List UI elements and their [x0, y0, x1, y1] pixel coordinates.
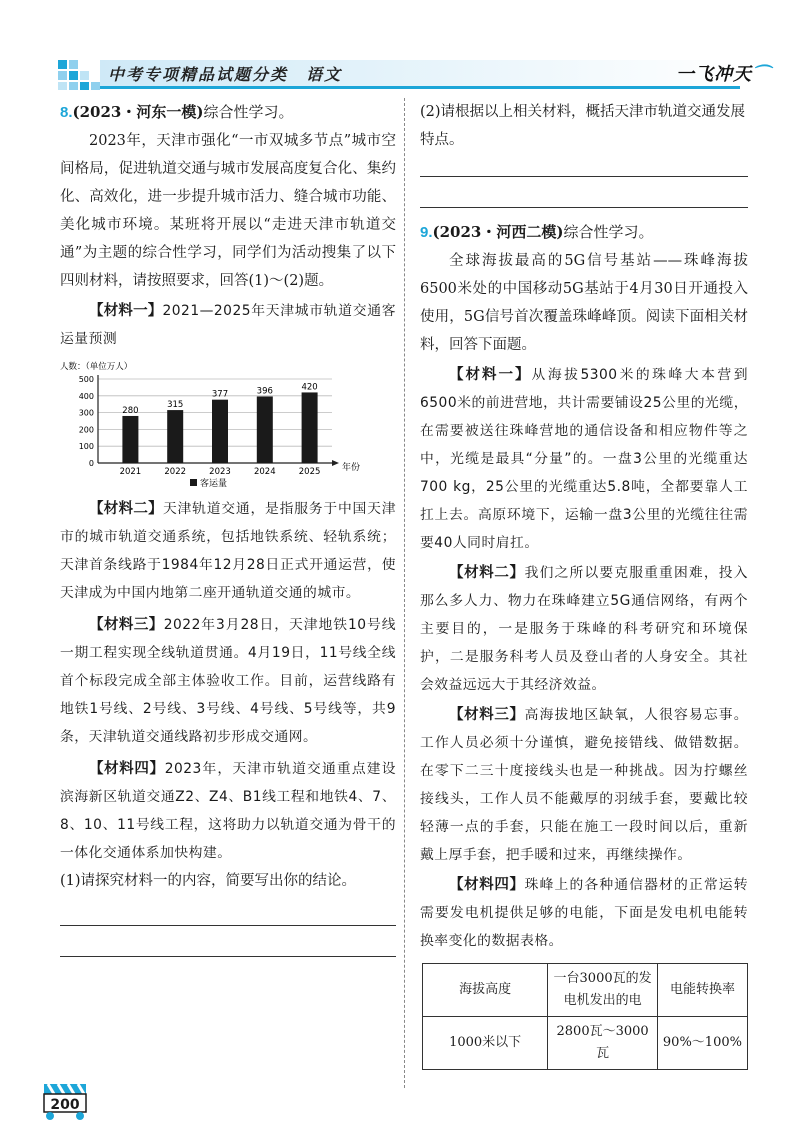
- chart-x-label: 年份: [342, 463, 361, 473]
- generator-efficiency-table: [422, 963, 748, 1070]
- q8-material-2: [60, 495, 396, 607]
- q8-subquestion-2: (2)请根据以上相关材料，概括天津市轨道交通发展特点。: [420, 104, 746, 148]
- q8-type: 综合性学习。: [203, 103, 294, 121]
- chart-y-label: 人数：（单位万人）: [60, 362, 133, 372]
- q8-material-3-tag: 【材料三】: [89, 616, 164, 633]
- q8-intro: 2023年，天津市强化“一市双城多节点”城市空间格局，促进轨道交通与城市发展高度复合化、集约化、高效化，进一步提升城市活力、缝合城市功能、美化城市环境。某班将开展以“走进天津市轨道交通”为主题的综合性学习，同学们为活动搜集了以下四则材料，请按照要求，回答(1)～(2)题。: [60, 133, 396, 289]
- answer-line[interactable]: [420, 154, 748, 177]
- bar: [167, 410, 183, 463]
- table-cell: 1000米以下: [423, 1017, 548, 1070]
- page-header: [0, 0, 800, 92]
- bar-data-label: 377: [211, 389, 229, 400]
- q9-material-4: [420, 871, 748, 955]
- q8-material-2-tag: 【材料二】: [89, 500, 163, 517]
- bar-data-label: 396: [256, 386, 273, 397]
- bar: [257, 396, 273, 463]
- answer-line[interactable]: [420, 177, 748, 208]
- bar: [302, 392, 318, 463]
- q8-number: 8.: [60, 104, 73, 121]
- q9-source: (2023・河西二模): [432, 223, 564, 241]
- x-tick-label: 2023: [209, 467, 231, 477]
- q9-material-4-tag: 【材料四】: [449, 876, 525, 893]
- q8-material-1: [60, 297, 396, 353]
- bar-data-label: 280: [122, 405, 139, 416]
- answer-line[interactable]: [60, 926, 396, 957]
- table-header-cell: 电能转换率: [657, 964, 747, 1017]
- legend-swatch: [190, 479, 197, 486]
- table-header-cell: 一台3000瓦的发电机发出的电: [548, 964, 658, 1017]
- q8-material-2-text: 天津轨道交通，是指服务于中国天津市的城市轨道交通系统，包括地铁系统、轻轨系统；天津首条线路于1984年12月28日正式开通运营，使天津成为中国内地第二座开通轨道交通的城市。: [60, 501, 396, 601]
- header-squares-decoration: [52, 58, 102, 90]
- q8-subquestion-1: (1)请探究材料一的内容，简要写出你的结论。: [60, 873, 357, 889]
- q8-material-1-text: 2021—2025年天津城市轨道交通客运量预测: [60, 303, 396, 347]
- answer-line[interactable]: [60, 895, 396, 926]
- y-tick-label: 300: [78, 408, 94, 418]
- q9-material-1: [420, 361, 748, 557]
- book-subject: 语文: [306, 65, 343, 84]
- q9-material-1-tag: 【材料一】: [449, 366, 532, 383]
- ridership-bar-chart: [60, 359, 396, 489]
- book-title: [108, 62, 342, 85]
- chart-svg: [60, 359, 396, 489]
- q9-material-2: [420, 559, 748, 699]
- q9-material-3-text: 高海拔地区缺氧，人很容易忘事。工作人员必须十分谨慎，避免接错线、做错数据。在零下二三十度接线头也是一种挑战。因为拧螺丝接线头，工作人员不能戴厚的羽绒手套，要戴比较轻薄一点的手套，只能在施工一段时间以后，重新戴上厚手套，把手暖和过来，再继续操作。: [420, 707, 749, 863]
- bar: [122, 416, 138, 463]
- right-column: [420, 98, 748, 1070]
- column-divider: [404, 98, 405, 1088]
- y-tick-label: 200: [78, 425, 94, 435]
- q8-material-3: [60, 611, 396, 751]
- table-header-cell: 海拔高度: [423, 964, 548, 1017]
- bar: [212, 400, 228, 463]
- chart-legend-label: 客运量: [200, 479, 228, 489]
- x-axis-arrow-icon: [332, 460, 339, 466]
- y-tick-label: 500: [78, 375, 94, 384]
- q8-material-4-tag: 【材料四】: [89, 760, 165, 777]
- q9-number: 9.: [420, 224, 433, 241]
- publisher-logo: [676, 60, 771, 86]
- page-number-badge: [40, 1078, 100, 1122]
- q8-material-3-text: 2022年3月28日，天津地铁10号线一期工程实现全线轨道贯通。4月19日，11号线全线首个标段完成全部主体验收工作。目前，运营线路有地铁1号线、2号线、3号线、4号线、5号线等，共9条，天津轨道交通线路初步形成交通网。: [60, 617, 396, 745]
- q8-material-4: [60, 755, 396, 867]
- y-tick-label: 400: [78, 391, 94, 401]
- q9-type: 综合性学习。: [563, 223, 654, 241]
- x-tick-label: 2022: [164, 467, 187, 477]
- table-cell: 2800瓦～3000瓦: [548, 1017, 658, 1070]
- x-tick-label: 2021: [119, 467, 142, 477]
- left-column: [60, 98, 396, 957]
- publisher-logo-text: 一飞冲天: [676, 64, 752, 85]
- table-row: [423, 1017, 748, 1070]
- q8-material-4-text: 2023年，天津市轨道交通重点建设滨海新区轨道交通Z2、Z4、B1线工程和地铁4、7、8、10、11号线工程，这将助力以轨道交通为骨干的一体化交通体系加快构建。: [60, 761, 396, 861]
- table-cell: 90%～100%: [657, 1017, 747, 1070]
- y-tick-label: 0: [88, 459, 94, 468]
- bar-data-label: 420: [301, 382, 318, 393]
- q8-heading: [60, 98, 396, 127]
- q9-material-2-tag: 【材料二】: [449, 564, 525, 581]
- x-tick-label: 2024: [253, 467, 276, 477]
- q8-source: (2023・河东一模): [72, 103, 204, 121]
- q9-material-3: [420, 701, 748, 869]
- q9-material-4-text: 珠峰上的各种通信器材的正常运转需要发电机提供足够的电能，下面是发电机电能转换率变化的数据表格。: [420, 877, 749, 949]
- page-number: 200: [50, 1097, 80, 1113]
- q9-intro: 全球海拔最高的5G信号基站——珠峰海拔6500米处的中国移动5G基站于4月30日开通投入使用，5G信号首次覆盖珠峰峰顶。阅读下面相关材料，回答下面题。: [420, 253, 748, 353]
- x-tick-label: 2025: [298, 467, 321, 477]
- q9-heading: [420, 218, 748, 247]
- q8-material-1-tag: 【材料一】: [89, 302, 163, 319]
- table-header-row: [423, 964, 748, 1017]
- q9-material-1-text: 从海拔5300米的珠峰大本营到6500米的前进营地，共计需要铺设25公里的光缆，在需要被送往珠峰营地的通信设备和相应物件等之中，光缆是最具“分量”的。一盘3公里的光缆重达700 kg，25公里的光缆重达5.8吨，全都要靠人工扛上去。高原环境下，运输一盘3公里的光缆往往需要40人同时肩扛。: [420, 367, 748, 551]
- q9-material-2-text: 我们之所以要克服重重困难，投入那么多人力、物力在珠峰建立5G通信网络，有两个主要目的，一是服务于珠峰的科考研究和环境保护，二是服务科考人员及登山者的人身安全。其社会效益远远大于其经济效益。: [420, 565, 749, 693]
- q9-material-3-tag: 【材料三】: [449, 706, 525, 723]
- logo-swoosh-icon: ⌒: [752, 64, 771, 85]
- bar-data-label: 315: [167, 400, 184, 411]
- book-series-title: 中考专项精品试题分类: [108, 65, 289, 84]
- y-tick-label: 100: [78, 442, 94, 452]
